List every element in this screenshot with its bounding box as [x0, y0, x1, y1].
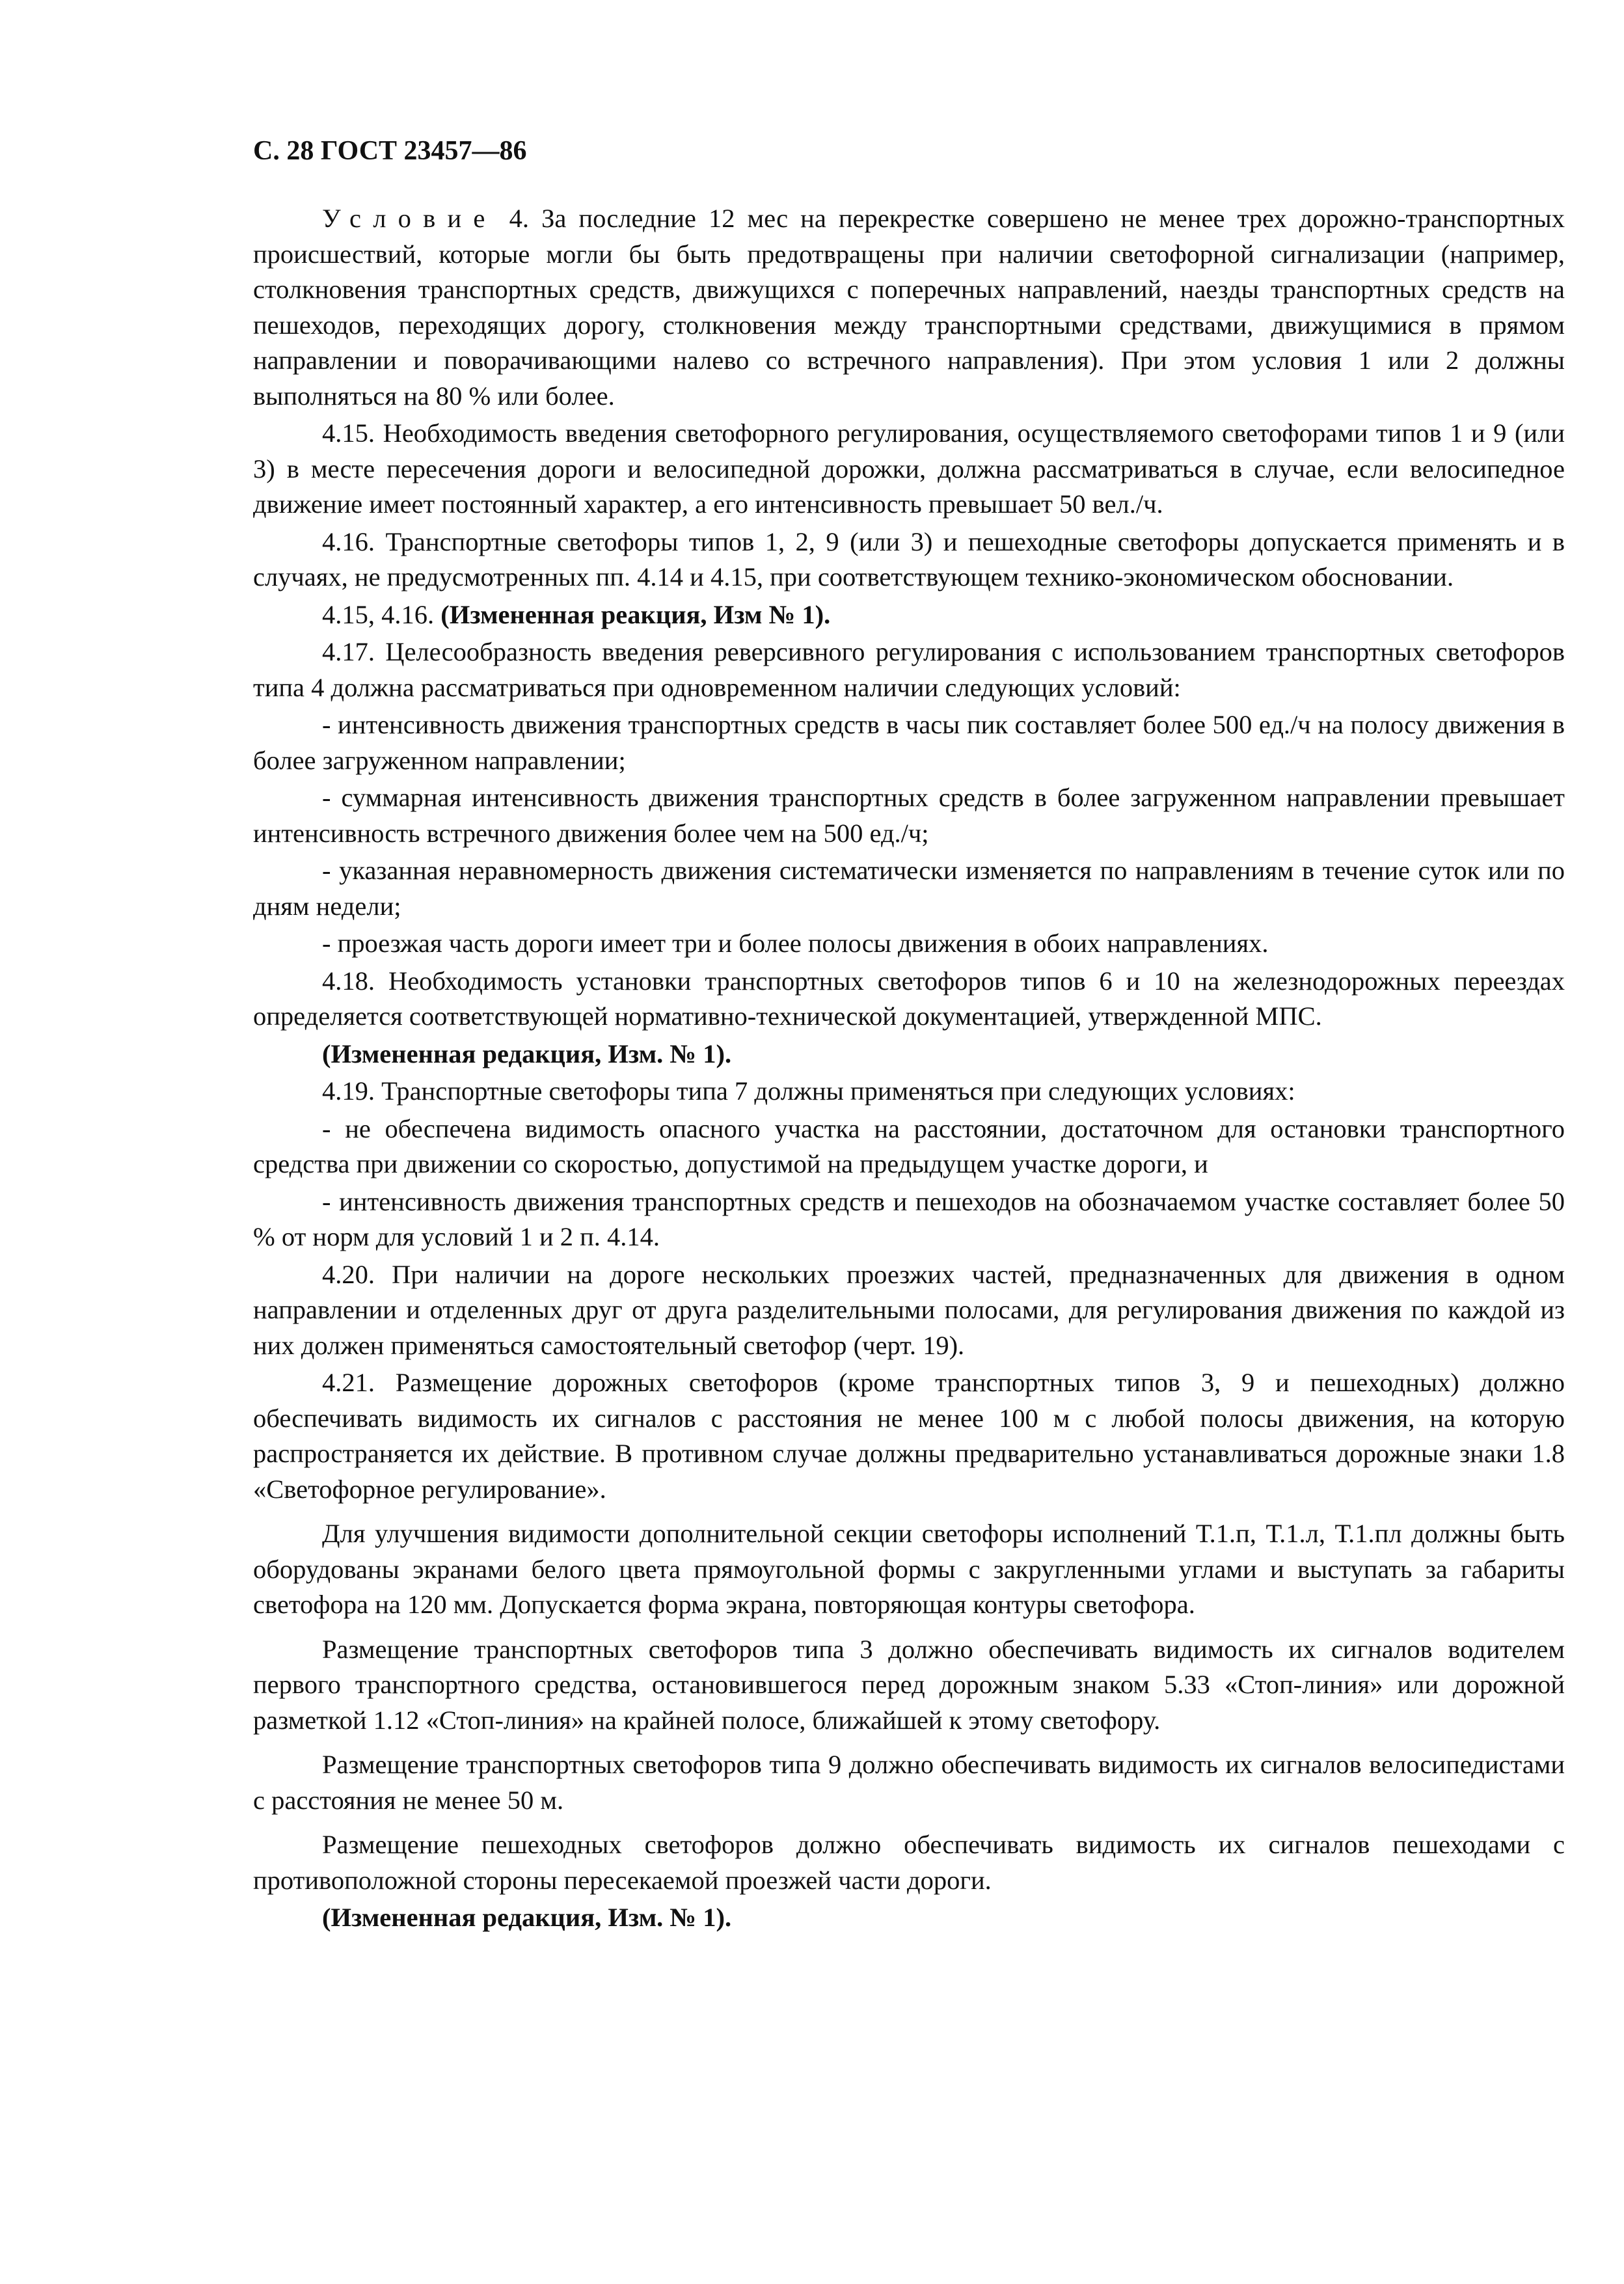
paragraph-text: - интенсивность движения транспортных средств в часы пик составляет более 500 ед./ч на полосу движения в более загруженном направлении;	[253, 710, 1565, 775]
paragraph	[253, 926, 1565, 962]
paragraph	[253, 780, 1565, 851]
paragraph-text: 4.18. Необходимость установки транспортных светофоров типов 6 и 10 на железнодорожных переездах определяется соответствующей нормативно-технической документацией, утвержденной МПС.	[253, 966, 1565, 1031]
paragraph	[253, 853, 1565, 924]
paragraph	[253, 1365, 1565, 1507]
paragraph	[253, 1900, 1565, 1936]
amendment-note: (Измененная редакция, Изм. № 1).	[322, 1039, 732, 1068]
paragraph	[253, 416, 1565, 523]
paragraph-text: 4.17. Целесообразность введения реверсивного регулирования с использованием транспортных светофоров типа 4 должна рассматриваться при одновременном наличии следующих условий:	[253, 637, 1565, 702]
paragraph-text: - интенсивность движения транспортных средств и пешеходов на обозначаемом участке составляет более 50 % от норм для условий 1 и 2 п. 4.14.	[253, 1186, 1565, 1251]
paragraph	[253, 634, 1565, 705]
paragraph-text: Для улучшения видимости дополнительной секции светофоры исполнений Т.1.п, Т.1.л, Т.1.пл должны быть оборудованы экранами белого цвета прямоугольной формы с закругленными углами и выступать за габариты светофора на 120 мм. Допускается форма экрана, повторяющая контуры светофора.	[253, 1519, 1565, 1619]
paragraph	[253, 1747, 1565, 1818]
paragraph	[253, 1074, 1565, 1109]
condition-lead: Условие	[322, 204, 497, 233]
paragraph-text: 4. За последние 12 мес на перекрестке совершено не менее трех дорожно-транспортных происшествий, которые могли бы быть предотвращены при наличии светофорной сигнализации (например, столкновения транспортных средств, движущихся с поперечных направлений, наезды транспортных средств на пешеходов, переходящих дорогу, столкновения между транспортными средствами, движущимися в прямом направлении и поворачивающими налево со встречного направления). При этом условия 1 или 2 должны выполняться на 80 % или более.	[253, 204, 1565, 411]
paragraph	[253, 964, 1565, 1035]
paragraph	[253, 1516, 1565, 1623]
document-body	[253, 201, 1565, 1936]
paragraph-text: 4.19. Транспортные светофоры типа 7 должны применяться при следующих условиях:	[322, 1076, 1295, 1106]
document-page	[253, 133, 1565, 1938]
amendment-note: (Измененная редакция, Изм. № 1).	[322, 1903, 732, 1932]
paragraph-text: Размещение пешеходных светофоров должно обеспечивать видимость их сигналов пешеходами с противоположной стороны пересекаемой проезжей части дороги.	[253, 1830, 1565, 1895]
paragraph-text: 4.21. Размещение дорожных светофоров (кроме транспортных типов 3, 9 и пешеходных) должно обеспечивать видимость их сигналов с расстояния не менее 100 м с любой полосы движения, на которую распространяется их действие. В противном случае должны предварительно устанавливаться дорожные знаки 1.8 «Светофорное регулирование».	[253, 1368, 1565, 1504]
paragraph-text: Размещение транспортных светофоров типа 3 должно обеспечивать видимость их сигналов водителем первого транспортного средства, остановившегося перед дорожным знаком 5.33 «Стоп-линия» или дорожной разметкой 1.12 «Стоп-линия» на крайней полосе, ближайшей к этому светофору.	[253, 1634, 1565, 1735]
paragraph-text: 4.15. Необходимость введения светофорного регулирования, осуществляемого светофорами типов 1 и 9 (или 3) в месте пересечения дороги и велосипедной дорожки, должна рассматриваться в случае, если велосипедное движение имеет постоянный характер, а его интенсивность превышает 50 вел./ч.	[253, 418, 1565, 519]
paragraph	[253, 524, 1565, 595]
amendment-note: (Измененная реакция, Изм № 1).	[440, 599, 831, 629]
paragraph-text: - указанная неравномерность движения систематически изменяется по направлениям в течение суток или по дням недели;	[253, 856, 1565, 921]
paragraph	[253, 1111, 1565, 1182]
paragraph-text: - не обеспечена видимость опасного участка на расстоянии, достаточном для остановки транспортного средства при движении со скоростью, допустимой на предыдущем участке дороги, и	[253, 1113, 1565, 1178]
paragraph	[253, 1257, 1565, 1364]
paragraph	[253, 1632, 1565, 1739]
paragraph-text: 4.16. Транспортные светофоры типов 1, 2, 9 (или 3) и пешеходные светофоры допускается применять и в случаях, не предусмотренных пп. 4.14 и 4.15, при соответствующем технико-экономическом обосновании.	[253, 526, 1565, 591]
paragraph	[253, 201, 1565, 414]
paragraph-text: 4.15, 4.16.	[322, 599, 441, 629]
paragraph	[253, 597, 1565, 633]
paragraph	[253, 1184, 1565, 1255]
paragraph	[253, 1827, 1565, 1898]
paragraph-text: - проезжая часть дороги имеет три и более полосы движения в обоих направлениях.	[322, 929, 1269, 958]
paragraph-text: - суммарная интенсивность движения транспортных средств в более загруженном направлении превышает интенсивность встречного движения более чем на 500 ед./ч;	[253, 783, 1565, 848]
paragraph	[253, 1037, 1565, 1072]
paragraph-text: 4.20. При наличии на дороге нескольких проезжих частей, предназначенных для движения в одном направлении и отделенных друг от друга разделительными полосами, для регулирования движения по каждой из них должен применяться самостоятельный светофор (черт. 19).	[253, 1259, 1565, 1360]
page-header: С. 28 ГОСТ 23457—86	[253, 136, 527, 166]
paragraph	[253, 707, 1565, 778]
paragraph-text: Размещение транспортных светофоров типа 9 должно обеспечивать видимость их сигналов велосипедистами с расстояния не менее 50 м.	[253, 1750, 1565, 1815]
